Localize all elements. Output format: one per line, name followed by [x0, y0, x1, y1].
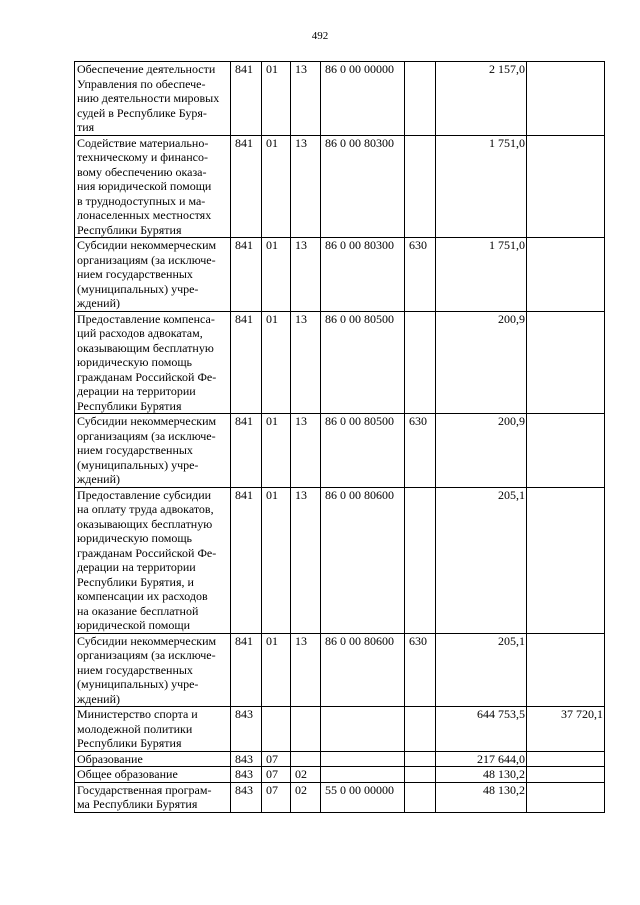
amount-2 — [527, 238, 605, 312]
section-code: 01 — [262, 487, 291, 633]
ved-code: 841 — [231, 311, 262, 414]
subsection-code: 13 — [291, 135, 321, 238]
expense-type-code — [405, 767, 436, 783]
amount-2 — [527, 135, 605, 238]
amount-2 — [527, 751, 605, 767]
target-article-code — [321, 707, 405, 752]
row-name: Субсидии некоммерческим организациям (за исключе- нием государственных (муниципальных) учре- ждений) — [75, 238, 231, 312]
subsection-code: 02 — [291, 782, 321, 812]
expense-type-code — [405, 62, 436, 136]
section-code: 01 — [262, 633, 291, 707]
ved-code: 843 — [231, 751, 262, 767]
amount-2 — [527, 487, 605, 633]
amount-2 — [527, 62, 605, 136]
table-row — [75, 311, 605, 414]
row-name: Содействие материально- техническому и финансо- вому обеспечению оказа- ния юридической помощи в труднодоступных и ма- лонаселенных местностях Республики Бурятия — [75, 135, 231, 238]
amount-2 — [527, 414, 605, 488]
table-row — [75, 62, 605, 136]
target-article-code: 86 0 00 00000 — [321, 62, 405, 136]
section-code — [262, 707, 291, 752]
target-article-code: 86 0 00 80500 — [321, 311, 405, 414]
amount-2: 37 720,1 — [527, 707, 605, 752]
row-name: Государственная програм- ма Республики Бурятия — [75, 782, 231, 812]
expense-type-code: 630 — [405, 414, 436, 488]
table-row — [75, 487, 605, 633]
table-row — [75, 782, 605, 812]
subsection-code: 13 — [291, 238, 321, 312]
amount: 205,1 — [436, 487, 527, 633]
subsection-code — [291, 707, 321, 752]
section-code: 01 — [262, 414, 291, 488]
expense-type-code — [405, 751, 436, 767]
row-name: Министерство спорта и молодежной политики Республики Бурятия — [75, 707, 231, 752]
expense-type-code — [405, 311, 436, 414]
expense-type-code — [405, 782, 436, 812]
amount-2 — [527, 633, 605, 707]
amount: 48 130,2 — [436, 782, 527, 812]
amount: 2 157,0 — [436, 62, 527, 136]
row-name: Субсидии некоммерческим организациям (за исключе- нием государственных (муниципальных) учре- ждений) — [75, 633, 231, 707]
section-code: 07 — [262, 782, 291, 812]
row-name: Предоставление субсидии на оплату труда адвокатов, оказывающих бесплатную юридическую помощь гражданам Российской Фе- дерации на территории Республики Бурятия, и компенсации их расходов на оказание бесплатной юридической помощи — [75, 487, 231, 633]
section-code: 01 — [262, 62, 291, 136]
ved-code: 843 — [231, 782, 262, 812]
subsection-code: 13 — [291, 487, 321, 633]
subsection-code: 13 — [291, 633, 321, 707]
table-row — [75, 633, 605, 707]
ved-code: 843 — [231, 767, 262, 783]
amount: 200,9 — [436, 414, 527, 488]
ved-code: 841 — [231, 633, 262, 707]
table-row — [75, 414, 605, 488]
row-name: Предоставление компенса- ций расходов адвокатам, оказывающим бесплатную юридическую помощь гражданам Российской Фе- дерации на территории Республики Бурятия — [75, 311, 231, 414]
section-code: 07 — [262, 767, 291, 783]
subsection-code: 13 — [291, 414, 321, 488]
amount: 205,1 — [436, 633, 527, 707]
expense-type-code — [405, 707, 436, 752]
target-article-code: 86 0 00 80300 — [321, 238, 405, 312]
ved-code: 841 — [231, 62, 262, 136]
target-article-code — [321, 767, 405, 783]
page-number: 492 — [311, 30, 329, 42]
target-article-code: 55 0 00 00000 — [321, 782, 405, 812]
amount-2 — [527, 767, 605, 783]
ved-code: 841 — [231, 414, 262, 488]
ved-code: 841 — [231, 238, 262, 312]
row-name: Образование — [75, 751, 231, 767]
amount-2 — [527, 311, 605, 414]
ved-code: 841 — [231, 135, 262, 238]
subsection-code: 02 — [291, 767, 321, 783]
section-code: 01 — [262, 311, 291, 414]
ved-code: 841 — [231, 487, 262, 633]
amount: 1 751,0 — [436, 135, 527, 238]
amount: 1 751,0 — [436, 238, 527, 312]
section-code: 01 — [262, 238, 291, 312]
subsection-code: 13 — [291, 311, 321, 414]
expense-type-code: 630 — [405, 633, 436, 707]
row-name: Субсидии некоммерческим организациям (за исключе- нием государственных (муниципальных) учре- ждений) — [75, 414, 231, 488]
table-row — [75, 767, 605, 783]
section-code: 01 — [262, 135, 291, 238]
target-article-code: 86 0 00 80600 — [321, 633, 405, 707]
amount: 48 130,2 — [436, 767, 527, 783]
target-article-code: 86 0 00 80600 — [321, 487, 405, 633]
target-article-code: 86 0 00 80300 — [321, 135, 405, 238]
target-article-code: 86 0 00 80500 — [321, 414, 405, 488]
subsection-code: 13 — [291, 62, 321, 136]
amount: 200,9 — [436, 311, 527, 414]
table-row — [75, 751, 605, 767]
amount-2 — [527, 782, 605, 812]
amount: 644 753,5 — [436, 707, 527, 752]
amount: 217 644,0 — [436, 751, 527, 767]
table-row — [75, 238, 605, 312]
subsection-code — [291, 751, 321, 767]
expense-type-code — [405, 135, 436, 238]
budget-table — [74, 61, 605, 813]
row-name: Общее образование — [75, 767, 231, 783]
expense-type-code — [405, 487, 436, 633]
table-row — [75, 707, 605, 752]
ved-code: 843 — [231, 707, 262, 752]
target-article-code — [321, 751, 405, 767]
expense-type-code: 630 — [405, 238, 436, 312]
table-row — [75, 135, 605, 238]
row-name: Обеспечение деятельности Управления по обеспече- нию деятельности мировых судей в Республике Буря- тия — [75, 62, 231, 136]
section-code: 07 — [262, 751, 291, 767]
